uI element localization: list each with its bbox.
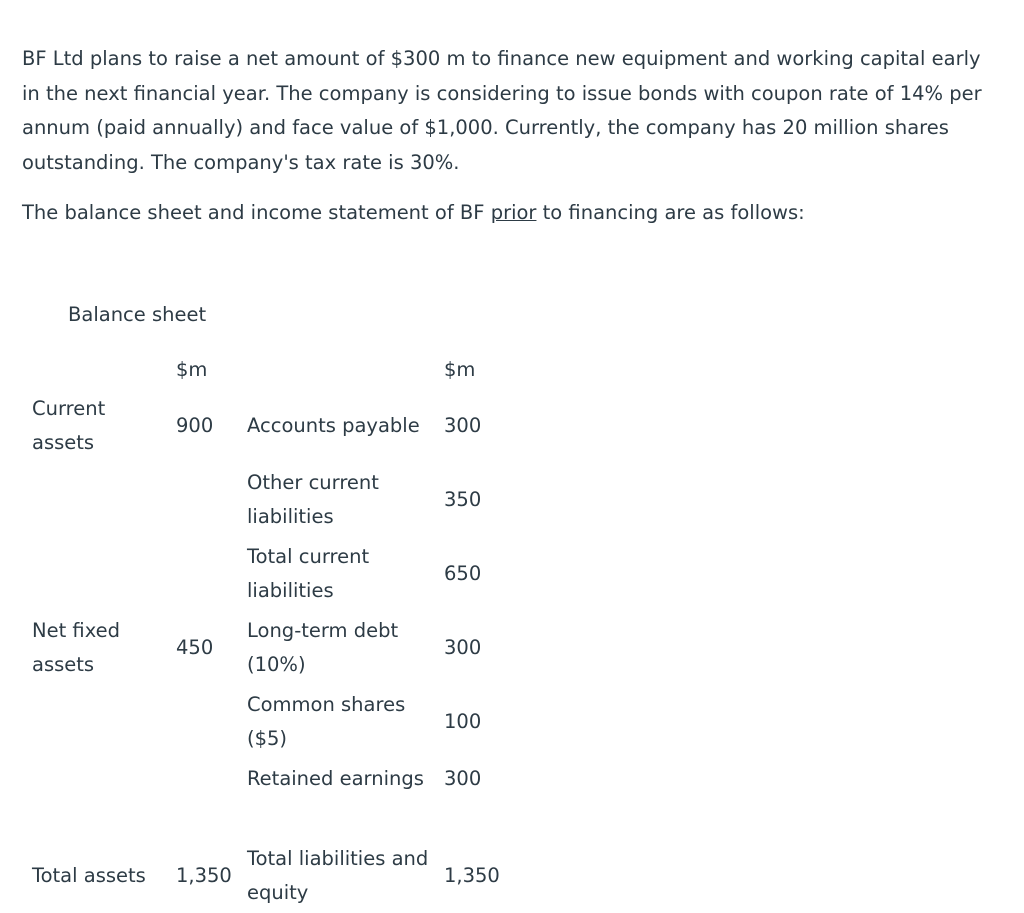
statement-intro-after: to financing are as follows: bbox=[536, 201, 805, 224]
liability-label: (10%) bbox=[247, 653, 306, 676]
liability-value: 350 bbox=[444, 488, 482, 511]
liability-label: liabilities bbox=[247, 579, 334, 602]
liability-label: Common shares bbox=[247, 693, 406, 716]
liability-value: 650 bbox=[444, 562, 482, 585]
balance-sheet-title: Balance sheet bbox=[68, 303, 207, 326]
liability-label: Other current bbox=[247, 471, 379, 494]
statement-intro bbox=[22, 196, 1002, 231]
statement-intro-prior: prior bbox=[490, 201, 537, 224]
liability-label: ($5) bbox=[247, 727, 288, 750]
liability-label: Long-term debt bbox=[247, 619, 399, 642]
liability-label: Retained earnings bbox=[247, 767, 424, 790]
total-assets-label: Total assets bbox=[32, 864, 146, 887]
liability-label: Accounts payable bbox=[247, 414, 420, 437]
asset-label: assets bbox=[32, 431, 95, 454]
total-liabilities-value: 1,350 bbox=[444, 864, 500, 887]
asset-value: 900 bbox=[176, 414, 214, 437]
liability-value: 300 bbox=[444, 636, 482, 659]
unit-header-assets: $m bbox=[176, 358, 208, 381]
liability-value: 300 bbox=[444, 767, 482, 790]
liability-value: 100 bbox=[444, 710, 482, 733]
statement-intro-before: The balance sheet and income statement of BF bbox=[22, 201, 491, 224]
liability-value: 300 bbox=[444, 414, 482, 437]
liability-label: liabilities bbox=[247, 505, 334, 528]
total-liabilities-label: Total liabilities and bbox=[247, 847, 429, 870]
asset-label: assets bbox=[32, 653, 95, 676]
problem-statement: BF Ltd plans to raise a net amount of $300 m to finance new equipment and working capital early in the next financial year. The company is considering to issue bonds with coupon rate of 14% per annum (paid annually) and face value of $1,000. Currently, the company has 20 million shares outstanding. The company's tax rate is 30%. bbox=[22, 47, 982, 174]
unit-header-liabilities: $m bbox=[444, 358, 476, 381]
asset-label: Current bbox=[32, 397, 106, 420]
total-assets-value: 1,350 bbox=[176, 864, 232, 887]
total-liabilities-label: equity bbox=[247, 881, 309, 904]
liability-label: Total current bbox=[247, 545, 370, 568]
asset-value: 450 bbox=[176, 636, 214, 659]
asset-label: Net fixed bbox=[32, 619, 121, 642]
